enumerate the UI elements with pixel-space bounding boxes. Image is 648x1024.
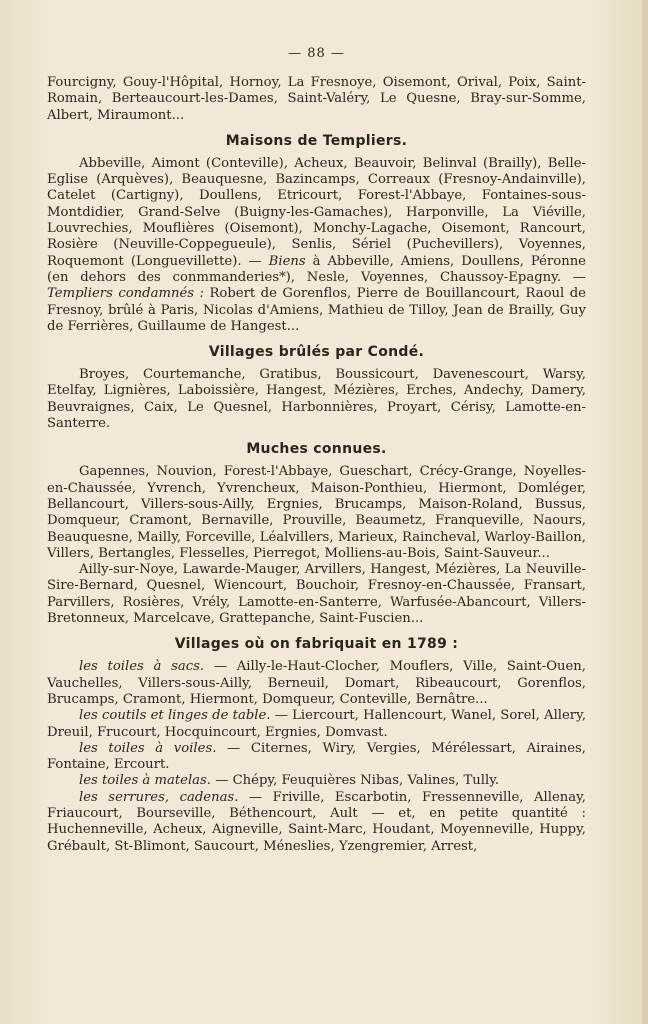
templiers-text-b: à Abbeville, Amiens, Doullens, Péronne (en dehors des conmmanderies*), Nesle, Voyennes, Chaussoy-Epagny. — bbox=[47, 253, 586, 285]
muches-paragraph-b: Ailly-sur-Noye, Lawarde-Mauger, Arvillers, Hangest, Mézières, La Neuville-Sire-Bernard, Quesnel, Wiencourt, Bouchoir, Fresnoy-en-Chaussée, Fransart, Parvillers, Rosières, Vrély, Lamotte-en-Santerre, Warfusée-Abancourt, Villers-Bretonneux, Marcelcave, Grattepanche, Saint-Fuscien... bbox=[47, 562, 586, 627]
fabrique-item bbox=[47, 741, 586, 774]
brules-paragraph: Broyes, Courtemanche, Gratibus, Boussicourt, Davenescourt, Warsy, Etelfay, Lignières, Laboissière, Hangest, Mézières, Erches, Andechy, Damery, Beuvraignes, Caix, Le Quesnel, Harbonnières, Proyart, Cérisy, Lamotte-en-Santerre. bbox=[47, 367, 586, 432]
fabrique-text: — Liercourt, Hallencourt, Wanel, Sorel, Allery, Dreuil, Frucourt, Hocquincourt, Ergnies, Domvast. bbox=[47, 708, 587, 740]
muches-paragraph-a: Gapennes, Nouvion, Forest-l'Abbaye, Gueschart, Crécy-Grange, Noyelles-en-Chaussée, Yvrench, Yvrencheux, Maison-Ponthieu, Hiermont, Domléger, Bellancourt, Villers-sous-Ailly, Ergnies, Brucamps, Maison-Roland, Bussus, Domqueur, Cramont, Bernaville, Prouville, Beaumetz, Franqueville, Naours, Beauquesne, Mailly, Forceville, Léalvillers, Marieux, Raincheval, Warloy-Baillon, Villers, Bertangles, Flesselles, Pierregot, Molliens-au-Bois, Saint-Sauveur... bbox=[47, 464, 586, 561]
page-number: — 88 — bbox=[288, 46, 345, 61]
templiers-text-c: Robert de Gorenflos, Pierre de Bouillancourt, Raoul de Fresnoy, brûlé à Paris, Nicolas d'Amiens, Mathieu de Tilloy, Jean de Brailly, Guy de Ferrières, Guillaume de Hangest... bbox=[47, 286, 586, 334]
fabrique-text: — Ailly-le-Haut-Clocher, Mouflers, Ville, Saint-Ouen, Vauchelles, Villers-sous-Ailly, Berneuil, Domart, Ribeaucourt, Gorenflos, Brucamps, Cramont, Hiermont, Domqueur, Conteville, Bernâtre... bbox=[47, 659, 586, 707]
fabrique-label: les toiles à matelas. bbox=[79, 773, 211, 789]
fabrique-label: les serrures, cadenas. bbox=[79, 789, 239, 805]
fabrique-label: les coutils et linges de table. bbox=[79, 708, 271, 724]
condamnes-label: Templiers condamnés : bbox=[47, 286, 204, 302]
fabrique-label: les toiles à voiles. bbox=[79, 740, 217, 756]
fabrique-text: — Citernes, Wiry, Vergies, Mérélessart, Airaines, Fontaine, Ercourt. bbox=[47, 740, 586, 773]
intro-paragraph: Fourcigny, Gouy-l'Hôpital, Hornoy, La Fresnoye, Oisemont, Orival, Poix, Saint-Romain, Berteaucourt-les-Dames, Saint-Valéry, Le Quesne, Bray-sur-Somme, Albert, Miraumont... bbox=[47, 75, 586, 123]
fabrique-text: — Chépy, Feuquières Nibas, Valines, Tully. bbox=[211, 773, 500, 789]
fabrique-item bbox=[47, 708, 586, 741]
heading-brules: Villages brûlés par Condé. bbox=[208, 344, 425, 361]
templiers-text-a: Abbeville, Aimont (Conteville), Acheux, Beauvoir, Belinval (Brailly), Belle-Eglise (Arquèves), Beauquesne, Bazincamps, Correaux (Fresnoy-Andainville), Catelet (Cartigny), Doullens, Etricourt, Forest-l'Abbaye, Fontaines-sous-Montdidier, Grand-Selve (Buigny-les-Gamaches), Harponville, La Viéville, Louvrechies, Mouflières (Oisemont), Monchy-Lagache, Oisemont, Rancourt, Rosière (Neuville-Coppegueule), Senlis, Sériel (Puchevillers), Voyennes, Roquemont (Longuevillette). — bbox=[47, 155, 586, 269]
templiers-paragraph bbox=[47, 156, 586, 335]
heading-muches: Muches connues. bbox=[246, 441, 387, 458]
fabrique-item bbox=[47, 659, 586, 708]
page-edge-shadow bbox=[642, 0, 648, 1024]
fabrique-item bbox=[47, 773, 586, 789]
fabrique-item bbox=[47, 790, 586, 855]
heading-templiers: Maisons de Templiers. bbox=[225, 132, 408, 149]
fabrique-label: les toiles à sacs. bbox=[79, 659, 205, 675]
fabrique-text: — Friville, Escarbotin, Fressenneville, Allenay, Friaucourt, Bourseville, Béthencourt, Ault — et, en petite quantité : Huchenneville, Acheux, Aigneville, Saint-Marc, Houdant, Moyenneville, Huppy, Grébault, St-Blimont, Saucourt, Méneslies, Yzengremier, Arrest, bbox=[47, 789, 586, 854]
biens-label: Biens bbox=[268, 253, 306, 269]
heading-fabriquait: Villages où on fabriquait en 1789 : bbox=[174, 636, 459, 653]
